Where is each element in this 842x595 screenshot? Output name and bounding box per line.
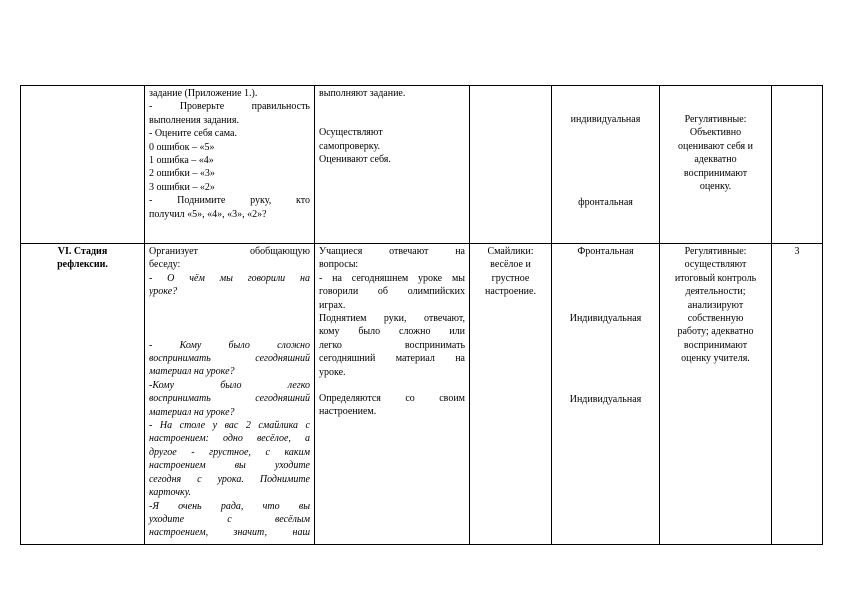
text-line: весёлое и bbox=[490, 259, 531, 271]
question-line: - О чём мы говорили на bbox=[149, 272, 310, 284]
text-line: Регулятивные: bbox=[684, 246, 747, 257]
text-line: беседу: bbox=[149, 259, 181, 271]
text-line: Осуществляют bbox=[319, 127, 383, 139]
question-line: уходите с весёлым bbox=[149, 513, 310, 525]
question-line: - На столе у вас 2 смайлика с bbox=[149, 420, 310, 432]
stage-cell-empty bbox=[21, 86, 145, 244]
work-form-individual: индивидуальная bbox=[570, 114, 641, 125]
spacer bbox=[664, 87, 767, 113]
question-line: настроением, значит, наш bbox=[149, 527, 310, 539]
text-line: настроение. bbox=[485, 286, 536, 298]
text-line: - Поднимите руку, кто bbox=[149, 195, 310, 207]
work-form-cell bbox=[552, 86, 660, 244]
text-line: - на сегодняшнем уроке мы bbox=[319, 272, 465, 284]
text-line: Поднятием руки, отвечают, bbox=[319, 313, 465, 325]
stage-cell bbox=[21, 244, 145, 545]
text-line: Определяются со своим bbox=[319, 393, 465, 405]
teacher-activity-cell bbox=[145, 86, 315, 244]
grade-line: 0 ошибок – «5» bbox=[149, 141, 215, 153]
text-line: грустное bbox=[491, 272, 530, 284]
minutes-value: 3 bbox=[794, 246, 800, 257]
question-line: уроке? bbox=[149, 286, 178, 298]
text-line: Оценивают себя. bbox=[319, 154, 391, 166]
work-form-frontal: Фронтальная bbox=[577, 246, 634, 257]
text-line: адекватно bbox=[694, 154, 737, 166]
text-line: воспринимают bbox=[683, 339, 748, 351]
text-line: осуществляют bbox=[684, 259, 747, 271]
grade-line: 2 ошибки – «3» bbox=[149, 168, 215, 180]
work-form-frontal: фронтальная bbox=[578, 197, 633, 209]
text-line: выполнения задания. bbox=[149, 114, 239, 126]
question-line: воспринимать сегодняшний bbox=[149, 353, 310, 365]
text-line: собственную bbox=[687, 313, 744, 325]
text-line: Смайлики: bbox=[487, 246, 534, 257]
text-line: самопроверку. bbox=[319, 140, 380, 152]
uud-cell bbox=[660, 244, 772, 545]
question-line: материал на уроке? bbox=[149, 406, 235, 418]
table-row-reflection bbox=[21, 244, 823, 545]
text-line: вопросы: bbox=[319, 259, 359, 271]
text-line: кому было сложно или bbox=[319, 326, 465, 338]
text-line: Объективно bbox=[689, 127, 742, 139]
table-row-self-check bbox=[21, 86, 823, 244]
spacer bbox=[319, 379, 465, 392]
means-cell-empty bbox=[470, 86, 552, 244]
text-line: задание (Приложение 1.). bbox=[149, 88, 258, 99]
text-line: Регулятивные: bbox=[684, 114, 747, 125]
lesson-plan-table bbox=[20, 85, 823, 545]
grade-line: 3 ошибки – «2» bbox=[149, 181, 215, 193]
time-cell-empty bbox=[772, 86, 823, 244]
stage-title: рефлексии. bbox=[57, 259, 108, 271]
students-activity-cell bbox=[315, 86, 470, 244]
spacer bbox=[556, 126, 655, 196]
text-line: говорили об олимпийских bbox=[319, 286, 465, 298]
work-form-cell bbox=[552, 244, 660, 545]
question-line: воспринимать сегодняшний bbox=[149, 393, 310, 405]
time-cell bbox=[772, 244, 823, 545]
text-line: оценивают себя и bbox=[677, 140, 754, 152]
spacer bbox=[149, 299, 310, 339]
question-line: другое - грустное, с каким bbox=[149, 446, 310, 458]
spacer bbox=[556, 326, 655, 393]
question-line: -Кому было легко bbox=[149, 379, 310, 391]
text-line: Организует обобщающую bbox=[149, 246, 310, 257]
question-line: материал на уроке? bbox=[149, 366, 235, 378]
teacher-activity-cell bbox=[145, 244, 315, 545]
text-line: анализируют bbox=[687, 299, 744, 311]
text-line: работу; адекватно bbox=[677, 326, 754, 338]
question-line: сегодня с урока. Поднимите bbox=[149, 473, 310, 485]
text-line: итоговый контроль bbox=[674, 272, 757, 284]
question-line: карточку. bbox=[149, 487, 192, 499]
spacer bbox=[556, 258, 655, 312]
question-line: настроением: одно весёлое, а bbox=[149, 433, 310, 445]
text-line: оценку. bbox=[699, 181, 732, 193]
text-line: легко воспринимать bbox=[319, 339, 465, 351]
text-line: уроке. bbox=[319, 366, 346, 378]
text-line: воспринимают bbox=[683, 167, 748, 179]
grade-line: 1 ошибка – «4» bbox=[149, 155, 214, 167]
stage-title: VI. Стадия bbox=[57, 246, 108, 257]
text-line: - Оцените себя сама. bbox=[149, 128, 237, 140]
text-line: - Проверьте правильность bbox=[149, 101, 310, 113]
text-line: оценку учителя. bbox=[681, 353, 750, 365]
question-line: -Я очень рада, что вы bbox=[149, 500, 310, 512]
text-line: выполняют задание. bbox=[319, 88, 406, 99]
text-line: настроением. bbox=[319, 406, 377, 418]
work-form-individual: Индивидуальная bbox=[569, 313, 642, 325]
text-line: играх. bbox=[319, 299, 346, 311]
text-line: деятельности; bbox=[685, 286, 746, 298]
work-form-individual: Индивидуальная bbox=[569, 393, 642, 405]
question-line: настроением вы уходите bbox=[149, 460, 310, 472]
students-activity-cell bbox=[315, 244, 470, 545]
means-cell bbox=[470, 244, 552, 545]
spacer bbox=[319, 100, 465, 126]
question-line: - Кому было сложно bbox=[149, 339, 310, 351]
text-line: получил «5», «4», «3», «2»? bbox=[149, 208, 267, 220]
text-line: Учащиеся отвечают на bbox=[319, 246, 465, 257]
uud-cell bbox=[660, 86, 772, 244]
text-line: сегодняшний материал на bbox=[319, 353, 465, 365]
spacer bbox=[556, 87, 655, 113]
